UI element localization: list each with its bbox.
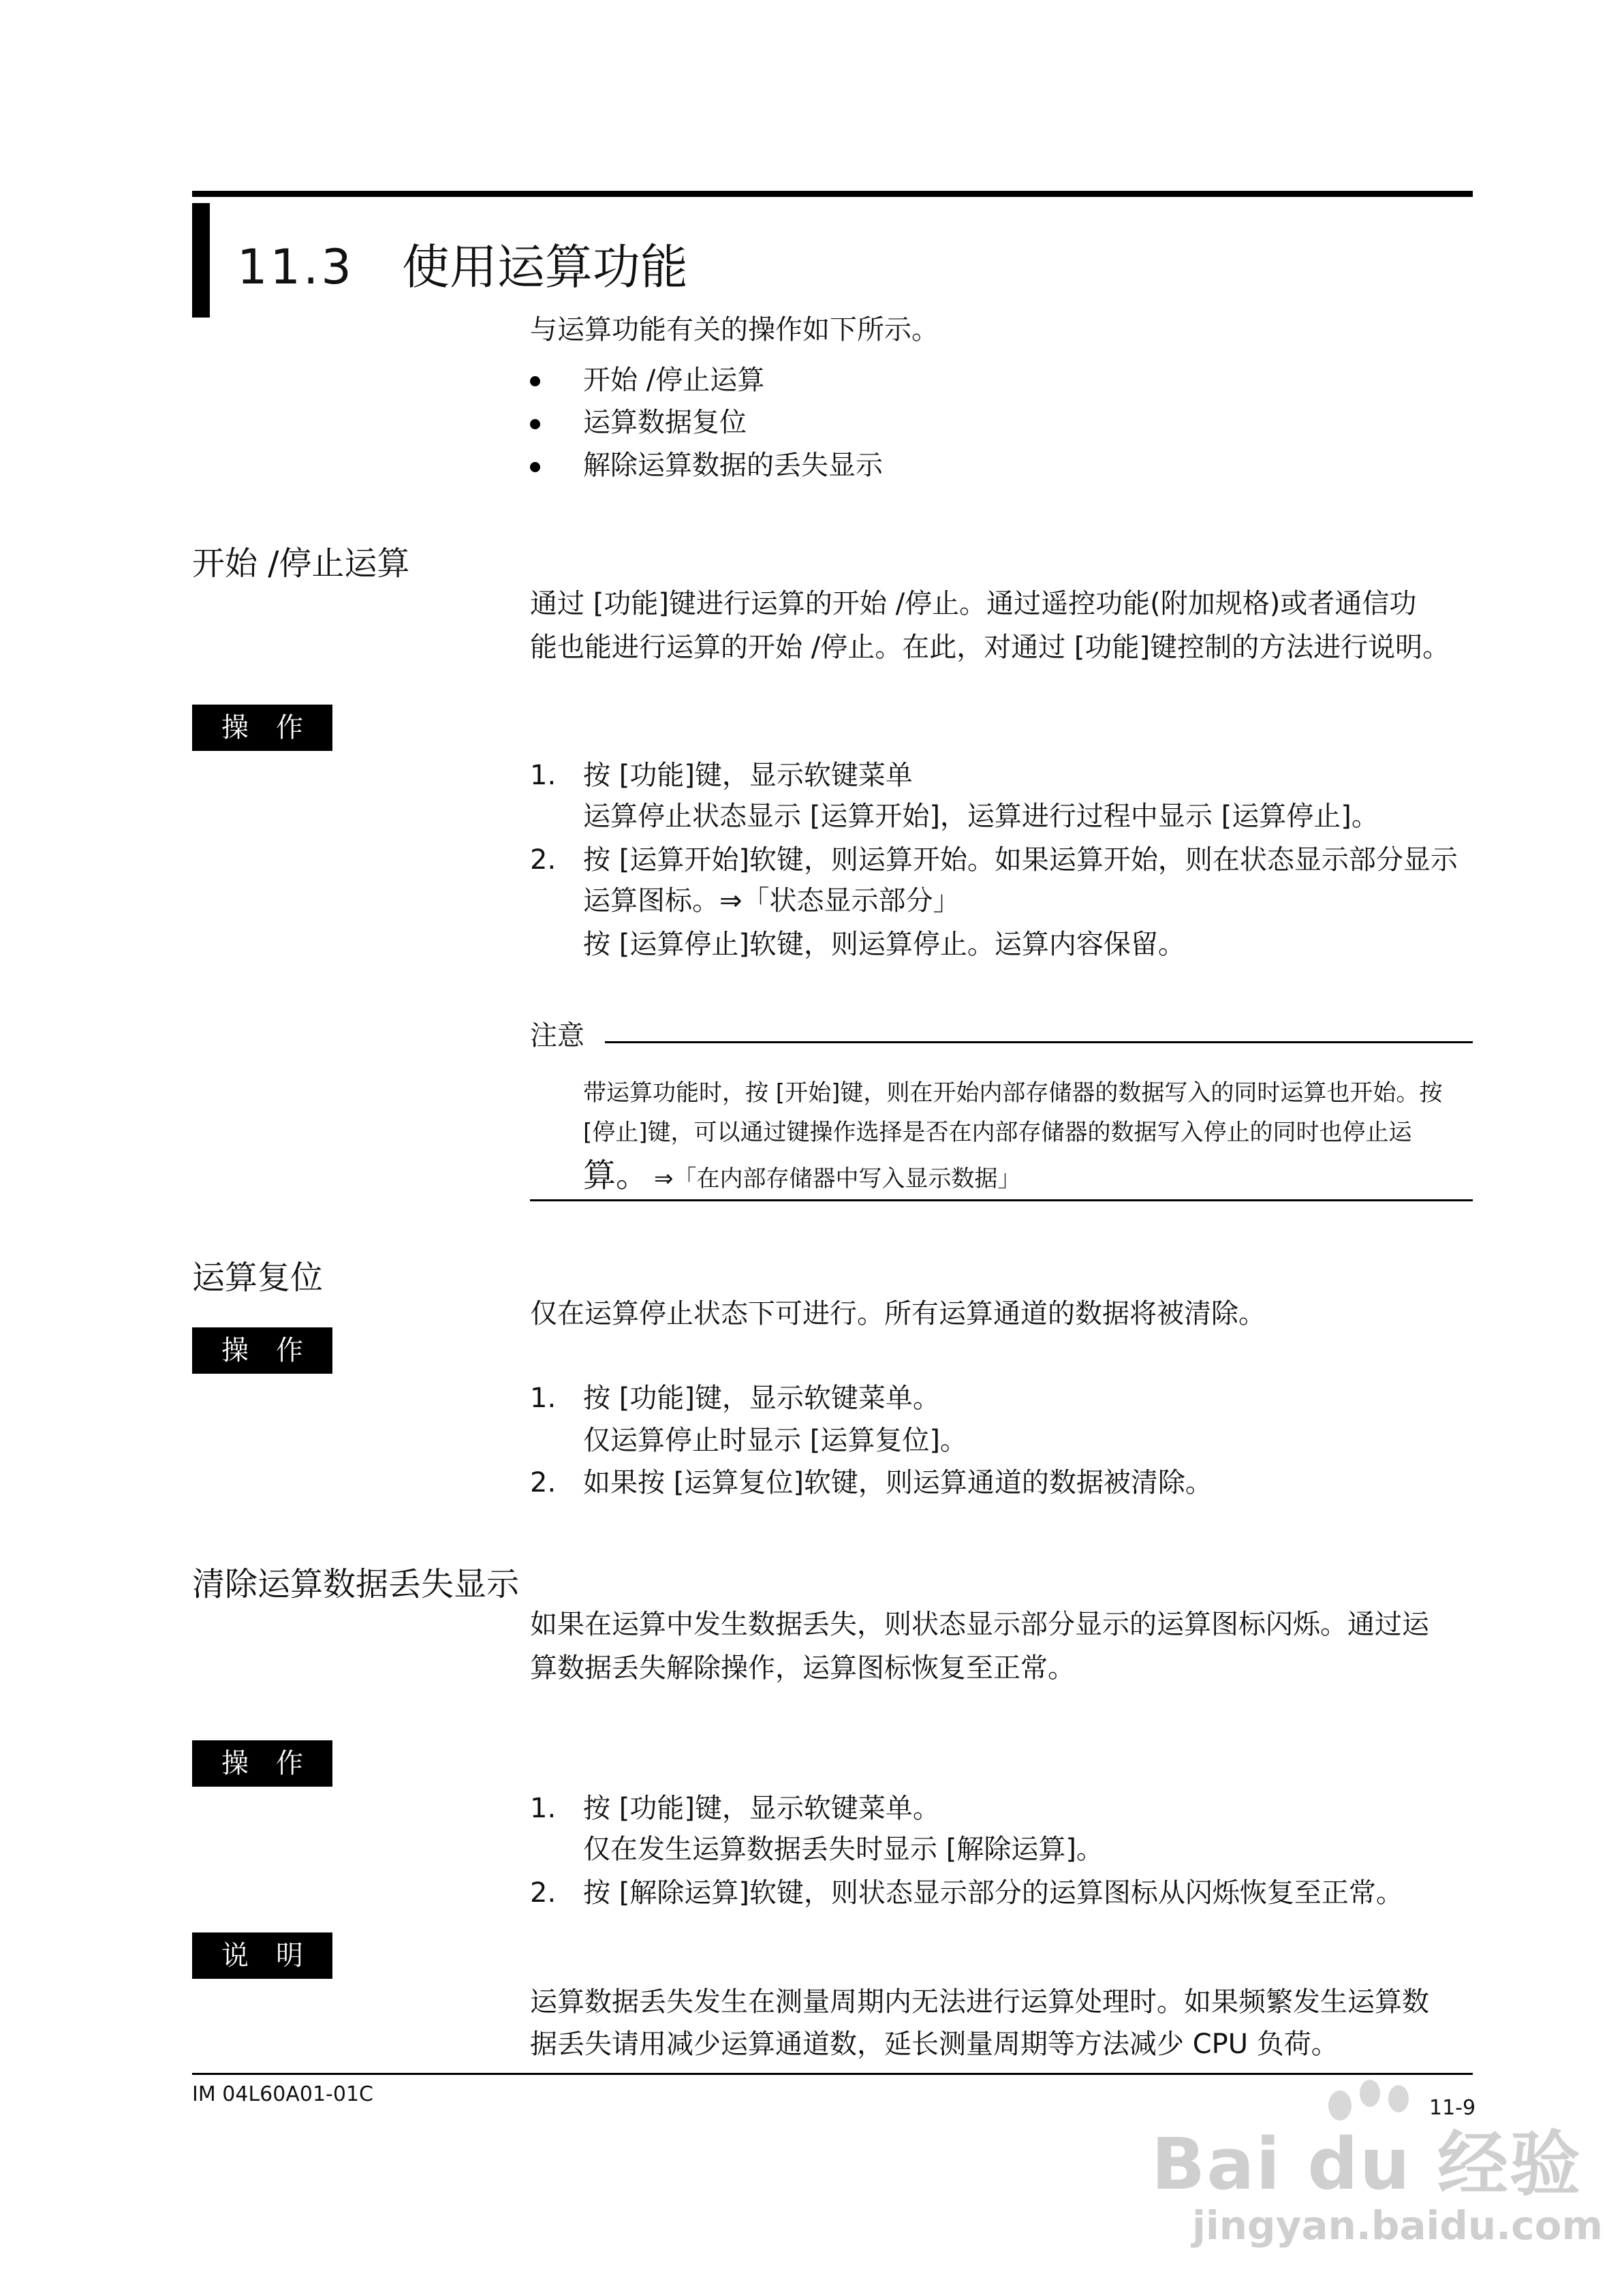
step-number: 2. [530,844,557,876]
step-text: 仅运算停止时显示 [运算复位]。 [583,1425,967,1456]
step-number: 2. [530,1877,557,1909]
step-number: 1. [530,1793,557,1824]
page-title [237,229,688,298]
watermark-url: jingyan.baidu.com [1192,2202,1603,2249]
note-label: 注意 [530,1020,584,1051]
footer-rule [192,2073,1473,2075]
step-number: 1. [530,1383,557,1414]
step-text: 运算停止状态显示 [运算开始]，运算进行过程中显示 [运算停止]。 [583,801,1379,832]
intro-text: 与运算功能有关的操作如下所示。 [530,314,939,345]
step-text: 按 [解除运算]软键，则状态显示部分的运算图标从闪烁恢复至正常。 [583,1877,1403,1909]
note-line-3 [583,1149,1021,1196]
watermark-brand: Bai du 经验 [1151,2123,1582,2206]
step-text: 按 [运算开始]软键，则运算开始。如果运算开始，则在状态显示部分显示 [583,844,1458,876]
section-number: 11.3 [237,239,354,295]
note-text: 带运算功能时，按 [开始]键，则在开始内部存储器的数据写入的同时运算也开始。按 [583,1079,1443,1107]
operation-tag: 操作 [192,705,332,751]
explanation-text: 据丢失请用减少运算通道数，延长测量周期等方法减少 CPU 负荷。 [530,2029,1339,2060]
note-reference: ⇒「在内部存储器中写入显示数据」 [654,1165,1021,1192]
intro-bullet: 解除运算数据的丢失显示 [583,450,883,481]
bullet-dot [530,462,540,472]
step-text: 按 [功能]键，显示软键菜单。 [583,1383,940,1414]
note-text: [停止]键，可以通过键操作选择是否在内部存储器的数据写入停止的同时也停止运 [583,1119,1412,1146]
start-stop-para: 能也能进行运算的开始 /停止。在此，对通过 [功能]键控制的方法进行说明。 [530,632,1450,663]
step-text: 按 [功能]键，显示软键菜单 [583,760,913,791]
bullet-dot [530,376,540,386]
intro-bullet: 开始 /停止运算 [583,365,765,396]
section-heading-clear: 清除运算数据丢失显示 [192,1565,520,1603]
step-text: 按 [运算停止]软键，则运算停止。运算内容保留。 [583,929,1185,960]
footer-page-number: 11-9 [1429,2096,1476,2120]
header-side-bar [192,203,210,318]
step-text: 按 [功能]键，显示软键菜单。 [583,1793,940,1824]
clear-para: 算数据丢失解除操作，运算图标恢复至正常。 [530,1652,1075,1684]
clear-para: 如果在运算中发生数据丢失，则状态显示部分显示的运算图标闪烁。通过运 [530,1609,1429,1640]
operation-tag: 操作 [192,1740,332,1787]
footer-doc-id: IM 04L60A01-01C [192,2082,373,2106]
step-number: 2. [530,1467,557,1498]
step-number: 1. [530,760,557,791]
note-top-rule [605,1041,1473,1043]
step-text: 仅在发生运算数据丢失时显示 [解除运算]。 [583,1834,1104,1865]
header-rule [192,191,1473,197]
intro-bullet: 运算数据复位 [583,407,747,438]
start-stop-para: 通过 [功能]键进行运算的开始 /停止。通过遥控功能(附加规格)或者通信功 [530,588,1417,619]
step-text: 运算图标。⇒「状态显示部分」 [583,885,961,917]
section-title: 使用运算功能 [401,239,688,295]
operation-tag: 操作 [192,1327,332,1374]
note-bottom-rule [530,1199,1473,1201]
reset-para: 仅在运算停止状态下可进行。所有运算通道的数据将被清除。 [530,1298,1266,1329]
explanation-text: 运算数据丢失发生在测量周期内无法进行运算处理时。如果频繁发生运算数 [530,1986,1429,2018]
paw-icon [1360,2080,1380,2107]
explanation-tag: 说明 [192,1932,332,1979]
section-heading-start-stop: 开始 /停止运算 [192,544,410,583]
note-text: 算。 [583,1156,649,1195]
section-heading-reset: 运算复位 [192,1259,324,1297]
step-text: 如果按 [运算复位]软键，则运算通道的数据被清除。 [583,1467,1213,1498]
bullet-dot [530,419,540,429]
